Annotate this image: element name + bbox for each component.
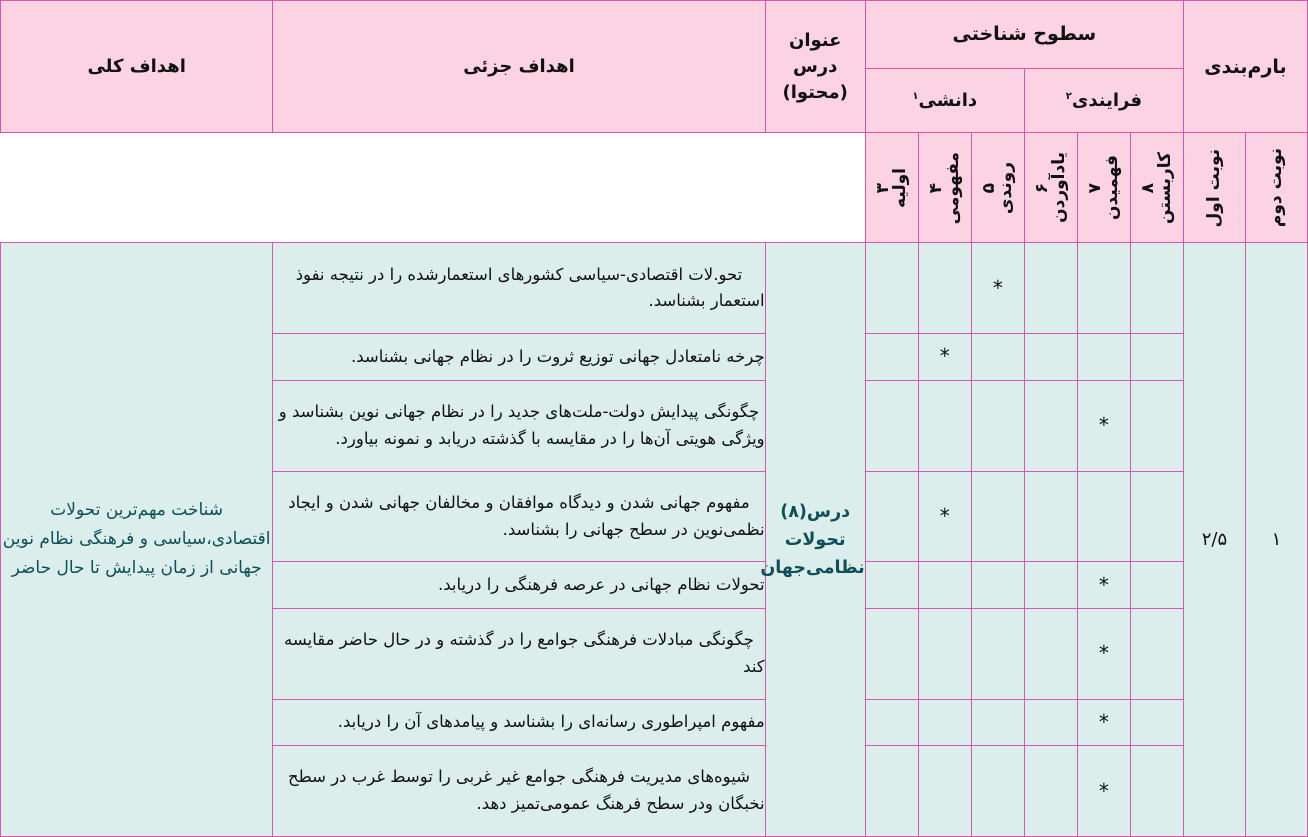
cell-specific-objective: شیوه‌های مدیریت فرهنگی جوامع غیر غربی را توسط غرب در سطح نخبگان ودر سطح فرهنگ عمومی‌تمیز دهد. xyxy=(273,746,765,837)
cell-mark-rovandi xyxy=(971,471,1024,562)
cell-mark-mafhoomi xyxy=(918,699,971,745)
header-subcolumn-sup: ۴ xyxy=(925,182,946,194)
star-mark: * xyxy=(1098,778,1109,803)
cell-mark-fahmidan xyxy=(1077,699,1130,745)
cell-mark-mafhoomi xyxy=(918,243,971,334)
header-subcolumn-label: روندی xyxy=(995,161,1016,214)
cell-mark-yadavardan xyxy=(1024,699,1077,745)
header-subcolumn-wrap xyxy=(1078,134,1130,242)
cell-mark-karbastan xyxy=(1130,746,1183,837)
cell-mark-mafhoomi xyxy=(918,608,971,699)
cell-specific-objective: تحو.لات اقتصادی-سیاسی کشورهای استعمارشده را در نتیجه نفوذ استعمار بشناسد. xyxy=(273,243,765,334)
header-subcolumn-nobat_dovom xyxy=(1245,133,1307,243)
cell-mark-rovandi xyxy=(971,334,1024,380)
cell-mark-fahmidan xyxy=(1077,608,1130,699)
lesson-title-line: نظامی‌جهان xyxy=(760,557,865,578)
header-subcolumn-wrap xyxy=(1246,134,1307,242)
cell-mark-karbastan xyxy=(1130,334,1183,380)
header-subcolumn-wrap xyxy=(1184,134,1245,242)
cell-mark-mafhoomi xyxy=(918,562,971,608)
cell-mark-avalie xyxy=(865,699,918,745)
header-row-top xyxy=(1,1,1308,69)
header-lesson-title-line2: (محتوا) xyxy=(782,81,848,103)
cell-mark-karbastan xyxy=(1130,608,1183,699)
header-subcolumn-label: مفهومی xyxy=(942,151,963,225)
cell-mark-fahmidan xyxy=(1077,562,1130,608)
cell-mark-rovandi xyxy=(971,380,1024,471)
cell-mark-yadavardan xyxy=(1024,471,1077,562)
header-subcolumn-nobat_aval xyxy=(1183,133,1245,243)
star-mark: * xyxy=(1098,641,1109,666)
header-subcolumn-label: اولیه xyxy=(889,167,910,208)
cell-mark-rovandi xyxy=(971,562,1024,608)
header-process-group xyxy=(1024,68,1183,133)
cell-mark-yadavardan xyxy=(1024,334,1077,380)
cell-mark-avalie xyxy=(865,746,918,837)
cell-mark-yadavardan xyxy=(1024,380,1077,471)
cell-lesson-title xyxy=(760,243,865,837)
cell-mark-avalie xyxy=(865,380,918,471)
header-subcolumn-yadavardan xyxy=(1024,133,1077,243)
cell-mark-mafhoomi xyxy=(918,380,971,471)
star-mark: * xyxy=(939,504,950,529)
header-cognitive-levels: سطوح شناختی xyxy=(865,1,1183,69)
header-general-objectives: اهداف کلی xyxy=(1,1,273,133)
lesson-title-line: تحولات xyxy=(784,529,846,550)
star-mark: * xyxy=(992,275,1003,300)
cell-mark-mafhoomi xyxy=(918,334,971,380)
header-lesson-title xyxy=(765,1,865,133)
cell-nobat-aval-score: ۲/۵ xyxy=(1183,243,1245,837)
header-subcolumn-label: یادآوردن xyxy=(1048,152,1069,224)
header-subcolumn-wrap xyxy=(972,134,1024,242)
header-process-sup: ۲ xyxy=(1065,91,1072,103)
cell-mark-fahmidan xyxy=(1077,471,1130,562)
header-subcolumn-label: نوبت دوم xyxy=(1265,148,1286,228)
cell-mark-rovandi xyxy=(971,243,1024,334)
cell-mark-rovandi xyxy=(971,746,1024,837)
cell-mark-mafhoomi xyxy=(918,746,971,837)
cell-mark-karbastan xyxy=(1130,699,1183,745)
cell-mark-rovandi xyxy=(971,699,1024,745)
header-subcolumn-avalie xyxy=(865,133,918,243)
header-subcolumn-label: کاربستن xyxy=(1154,151,1175,224)
header-lesson-title-line1: عنوان درس xyxy=(788,29,842,77)
header-subcolumn-sup: ۶ xyxy=(1031,182,1052,194)
header-subcolumn-fahmidan xyxy=(1077,133,1130,243)
header-subcolumn-wrap xyxy=(1025,134,1077,242)
header-subcolumn-sup: ۸ xyxy=(1137,182,1158,194)
header-subcolumn-wrap xyxy=(919,134,971,242)
cell-specific-objective: مفهوم امپراطوری رسانه‌ای را بشناسد و پیامدهای آن را دریابد. xyxy=(273,699,765,745)
cell-mark-karbastan xyxy=(1130,380,1183,471)
header-subcolumn-sup: ۵ xyxy=(978,182,999,194)
star-mark: * xyxy=(1098,709,1109,734)
cell-mark-avalie xyxy=(865,334,918,380)
cell-specific-objective: مفهوم جهانی شدن و دیدگاه موافقان و مخالفان جهانی شدن و ایجاد نظمی‌نوین در سطح جهانی را بشناسد. xyxy=(273,471,765,562)
header-subcolumn-sup: ۳ xyxy=(872,182,893,194)
cell-mark-avalie xyxy=(865,243,918,334)
cell-mark-avalie xyxy=(865,608,918,699)
cell-specific-objective: چگونگی مبادلات فرهنگی جوامع را در گذشته و در حال حاضر مقایسه کند xyxy=(273,608,765,699)
header-row-subcolumns xyxy=(1,133,1308,243)
cell-mark-rovandi xyxy=(971,608,1024,699)
header-subcolumn-karbastan xyxy=(1130,133,1183,243)
header-barembandi: بارم‌بندی xyxy=(1183,1,1307,133)
star-mark: * xyxy=(1098,572,1109,597)
cell-mark-avalie xyxy=(865,471,918,562)
cell-mark-avalie xyxy=(865,562,918,608)
header-subcolumn-wrap xyxy=(866,134,918,242)
cell-nobat-dovom-score: ۱ xyxy=(1245,243,1307,837)
header-process-label: فرایندی xyxy=(1071,90,1142,112)
cell-mark-yadavardan xyxy=(1024,746,1077,837)
cell-mark-fahmidan xyxy=(1077,380,1130,471)
cell-mark-karbastan xyxy=(1130,471,1183,562)
header-knowledge-group xyxy=(865,68,1024,133)
cell-mark-mafhoomi xyxy=(918,471,971,562)
cell-mark-fahmidan xyxy=(1077,334,1130,380)
header-knowledge-sup: ۱ xyxy=(912,91,919,103)
star-mark: * xyxy=(1098,413,1109,438)
cell-general-objective: شناخت مهم‌ترین تحولات اقتصادی،سیاسی و فرهنگی نظام نوین جهانی از زمان پیدایش تا حال حاضر xyxy=(1,243,273,837)
header-knowledge-label: دانشی xyxy=(918,90,978,112)
header-specific-objectives: اهداف جزئی xyxy=(273,1,765,133)
header-subcolumn-mafhoomi xyxy=(918,133,971,243)
header-subcolumn-label: فهمیدن xyxy=(1101,155,1122,221)
header-subcolumn-rovandi xyxy=(971,133,1024,243)
cell-mark-yadavardan xyxy=(1024,608,1077,699)
cell-specific-objective: تحولات نظام جهانی در عرصه فرهنگی را دریابد. xyxy=(273,562,765,608)
lesson-title-line: درس(۸) xyxy=(780,501,851,522)
table-row xyxy=(1,243,1308,334)
cell-mark-karbastan xyxy=(1130,562,1183,608)
header-subcolumn-sup: ۷ xyxy=(1084,182,1105,194)
cell-mark-yadavardan xyxy=(1024,562,1077,608)
header-subcolumn-label: نوبت اول xyxy=(1203,148,1224,228)
cell-mark-yadavardan xyxy=(1024,243,1077,334)
cell-mark-fahmidan xyxy=(1077,746,1130,837)
cell-mark-karbastan xyxy=(1130,243,1183,334)
header-subcolumn-wrap xyxy=(1131,134,1183,242)
cell-specific-objective: چگونگی پیدایش دولت-ملت‌های جدید را در نظام جهانی نوین بشناسد و ویژگی هویتی آن‌ها را در مقایسه با گذشته دریابد و نمونه بیاورد. xyxy=(273,380,765,471)
cell-specific-objective: چرخه نامتعادل جهانی توزیع ثروت را در نظام جهانی بشناسد. xyxy=(273,334,765,380)
cell-mark-fahmidan xyxy=(1077,243,1130,334)
star-mark: * xyxy=(939,344,950,369)
